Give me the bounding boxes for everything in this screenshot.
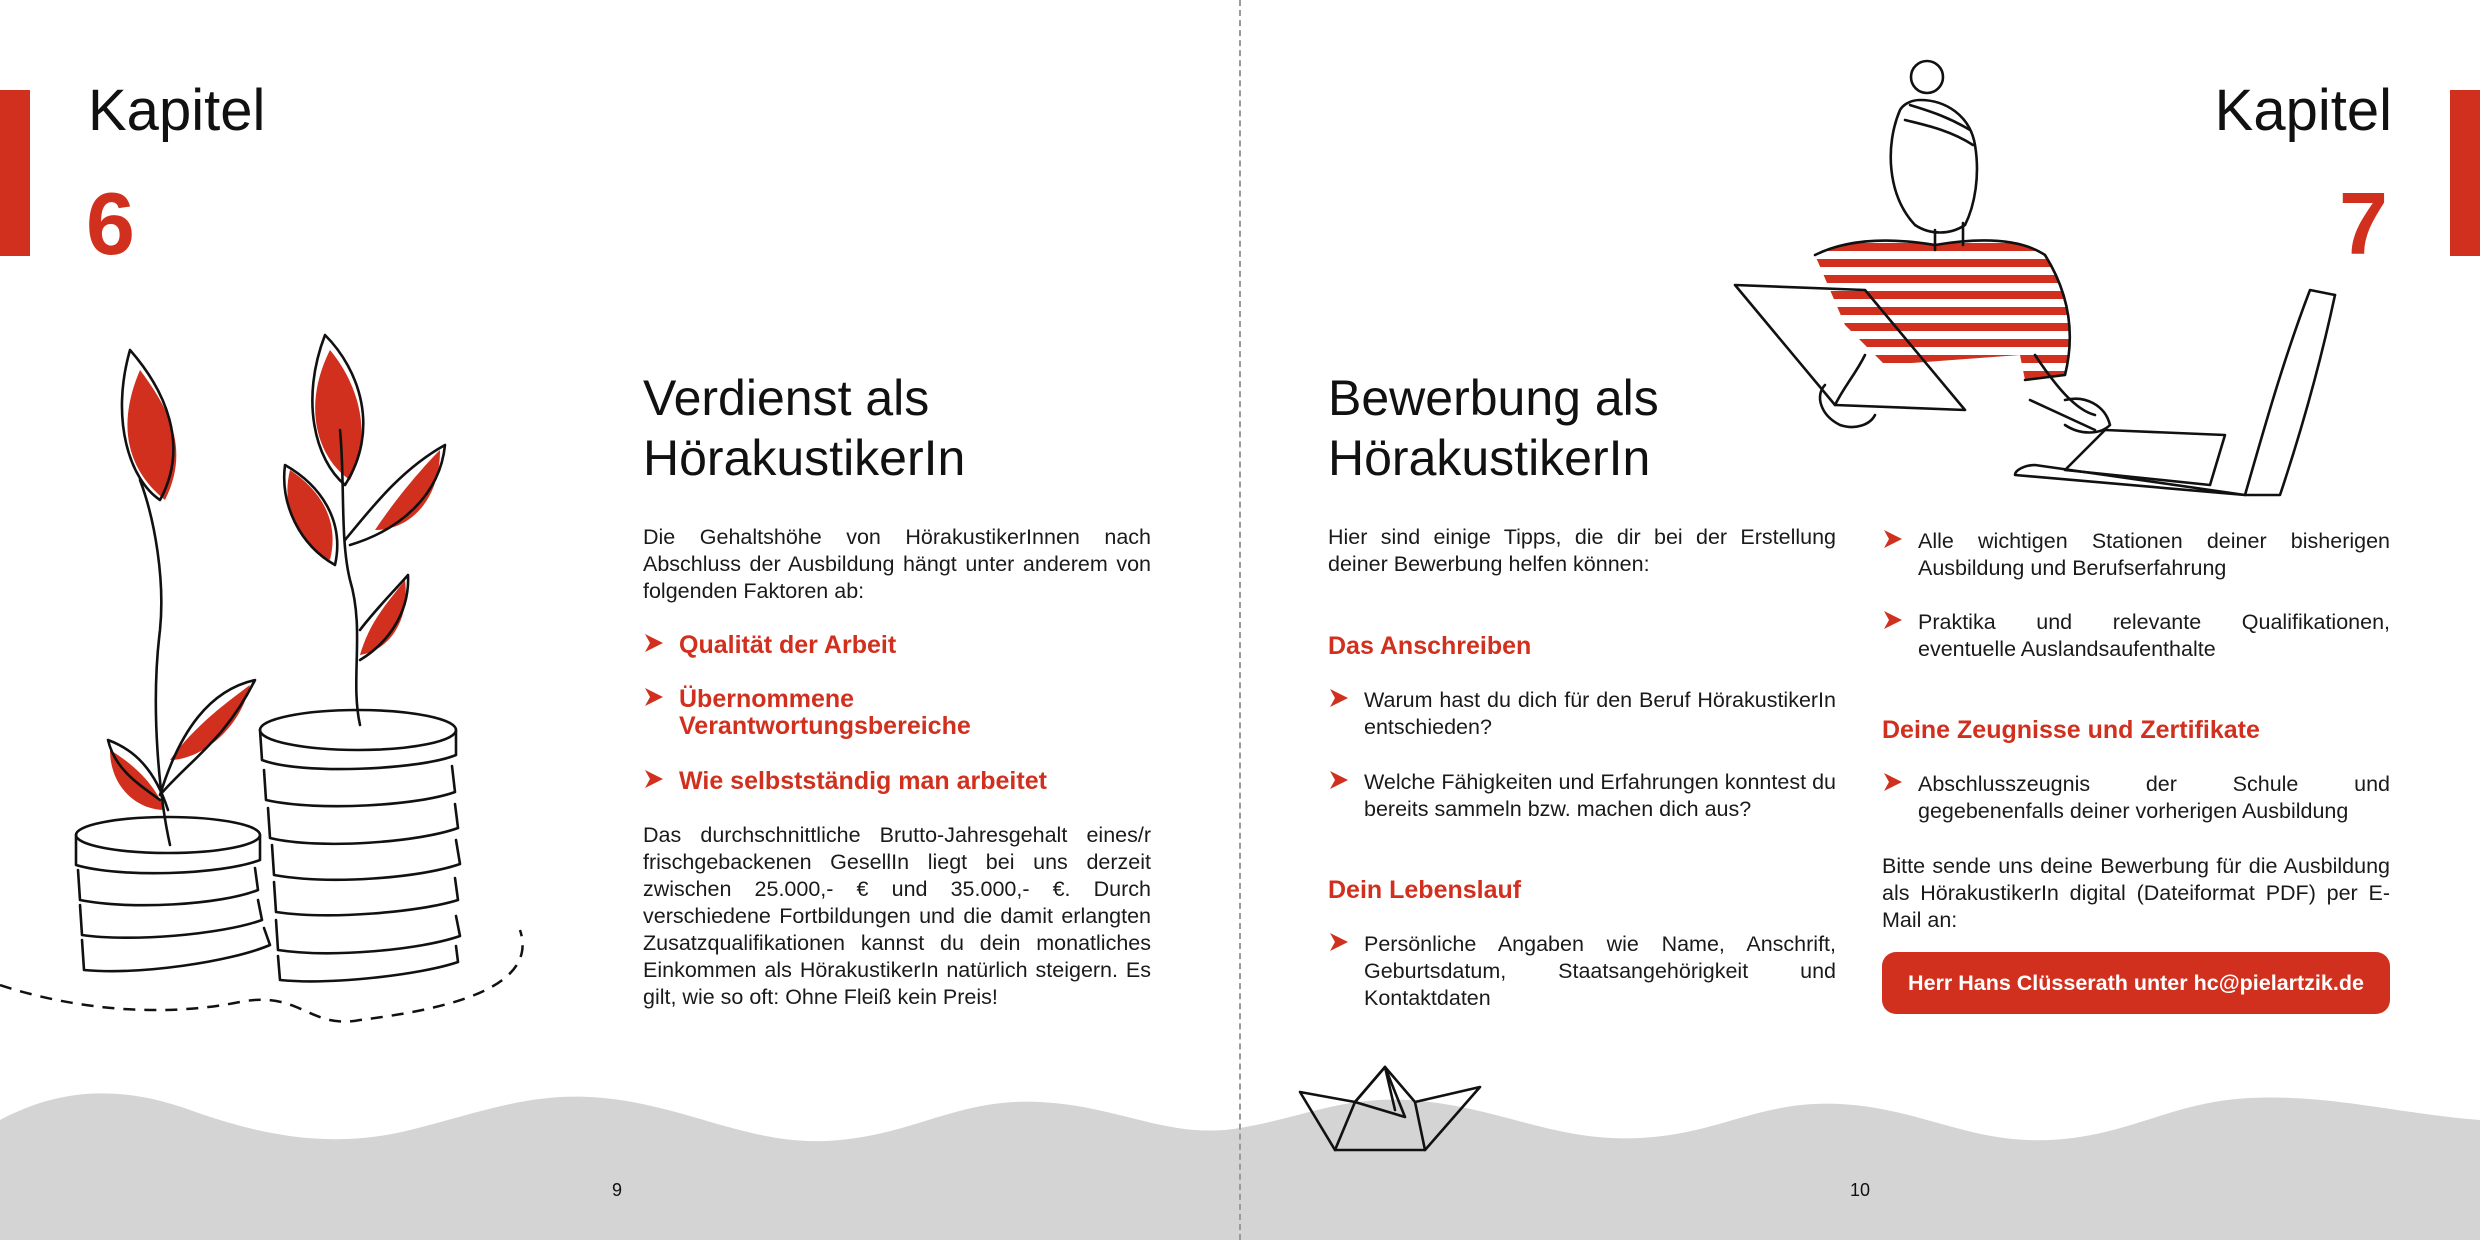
heading-right-line1: Bewerbung als [1328,370,1659,426]
chapter-marker-right [2450,90,2480,256]
factor-text: Qualität der Arbeit [679,631,897,659]
salary-intro: Die Gehaltshöhe von HörakustikerInnen nach Abschluss der Ausbildung hängt unter anderem von folgenden Faktoren ab: [643,525,1151,603]
page-number-left: 9 [612,1180,623,1200]
lebenslauf-text: Praktika und relevante Qualifikationen, eventuelle Auslandsaufenthalte [1918,610,2390,661]
subheading-zeugnisse: Deine Zeugnisse und Zertifikate [1882,716,2260,744]
anschreiben-text: Warum hast du dich für den Beruf HörakustikerIn entschieden? [1364,688,1836,739]
chapter-word-left: Kapitel [88,78,266,143]
salary-closing: Das durchschnittliche Brutto-Jahresgehalt eines/r frischgebackenen GesellIn liegt bei uns derzeit zwischen 25.000,- € und 35.000,- €. Durch verschiedene Fortbildungen und die damit erlangten Zusatzqualifikationen kannst du dein monatliches Einkommen als HörakustikerIn natürlich steigern. Es gilt, wie so oft: Ohne Fleiß kein Preis! [643,823,1151,1009]
arrow-icon [1328,769,1364,823]
send-instructions: Bitte sende uns deine Bewerbung für die Ausbildung als HörakustikerIn digital (Dateiformat PDF) per E-Mail an: [1882,854,2390,932]
arrow-icon [1882,528,1918,582]
chapter-number-left: 6 [86,174,135,273]
page-number-right: 10 [1850,1180,1871,1200]
zeugnisse-text: Abschlusszeugnis der Schule und gegebenenfalls deiner vorherigen Ausbildung [1918,772,2390,823]
lebenslauf-text: Persönliche Angaben wie Name, Anschrift, Geburtsdatum, Staatsangehörigkeit und Kontaktdaten [1364,932,1836,1010]
lebenslauf-text: Alle wichtigen Stationen deiner bisherigen Ausbildung und Berufserfahrung [1918,529,2390,580]
contact-email-button[interactable]: Herr Hans Clüsserath unter hc@pielartzik.de [1882,952,2390,1014]
heading-right-line2: HörakustikerIn [1328,430,1651,486]
arrow-icon [643,686,679,740]
section-heading-right [1328,368,1659,488]
factor-text: Wie selbstständig man arbeitet [679,767,1047,795]
factor-item [643,768,1151,795]
chapter-word-right: Kapitel [2214,78,2392,143]
arrow-icon [1328,687,1364,741]
anschreiben-item [1328,769,1836,823]
factor-text: Übernommene Verantwortungsbereiche [679,685,971,740]
subheading-lebenslauf: Dein Lebenslauf [1328,876,1522,904]
anschreiben-text: Welche Fähigkeiten und Erfahrungen konntest du bereits sammeln bzw. machen dich aus? [1364,770,1836,821]
lebenslauf-item [1882,528,2390,582]
factor-item [643,686,1083,740]
arrow-icon [1328,931,1364,1012]
arrow-icon [1882,609,1918,663]
heading-left-line1: Verdienst als [643,370,930,426]
chapter-number-right: 7 [2339,174,2388,273]
subheading-anschreiben: Das Anschreiben [1328,632,1532,660]
woman-with-laptop-illustration [1725,55,2345,505]
lebenslauf-item [1882,609,2390,663]
heading-left-line2: HörakustikerIn [643,430,966,486]
chapter-marker-left [0,90,30,256]
arrow-icon [643,768,679,795]
arrow-icon [1882,771,1918,825]
zeugnisse-item [1882,771,2390,825]
application-intro: Hier sind einige Tipps, die dir bei der Erstellung deiner Bewerbung helfen können: [1328,525,1836,576]
page-fold-divider [1239,0,1241,1240]
plants-on-coins-illustration [0,330,540,1030]
factor-item [643,632,1151,659]
lebenslauf-item [1328,931,1836,1012]
section-heading-left [643,368,965,488]
arrow-icon [643,632,679,659]
anschreiben-item [1328,687,1836,741]
paper-boat-illustration [1295,1062,1485,1152]
